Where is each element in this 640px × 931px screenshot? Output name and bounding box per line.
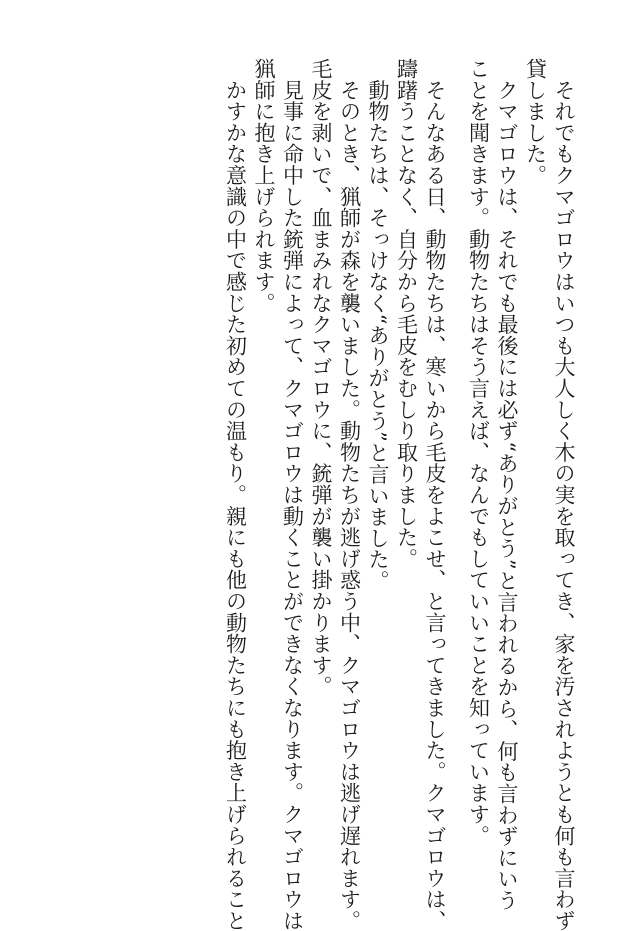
text-line: そんなある日、動物たちは、寒いから毛皮をよこせ、と言ってきました。クマゴロウは、 xyxy=(423,58,447,931)
text-line: クマゴロウは、それでも最後には必ず“ありがとう”と言われるから、何も言わずにいう xyxy=(495,58,519,911)
text-line: それでもクマゴロウはいつも大人しく木の実を取ってき、家を汚されようとも何も言わず xyxy=(552,58,576,931)
text-line: 貸しました。 xyxy=(523,58,548,186)
vertical-text-body xyxy=(221,58,578,931)
text-line: ことを聞きます。動物たちはそう言えば、なんでもしていいことを知っています。 xyxy=(466,58,491,847)
text-line: 動物たちは、そっけなく“ありがとう”と言いました。 xyxy=(366,58,390,592)
text-line: 猟師に抱き上げられます。 xyxy=(252,58,276,314)
text-line: そのとき、猟師が森を襲いました。動物たちが逃げ惑う中、クマゴロウは逃げ遅れます。 xyxy=(337,58,362,931)
text-line: かすかな意識の中で感じた初めての温もり。親にも他の動物たちにも抱き上げられること xyxy=(223,58,248,931)
text-line: 見事に命中した銃弾によって、クマゴロウは動くことができなくなります。クマゴロウは xyxy=(280,58,305,931)
text-line: 毛皮を剥いで、血まみれなクマゴロウに、銃弾が襲い掛かります。 xyxy=(309,58,333,697)
paragraph-gap xyxy=(449,58,464,828)
text-line: 躊躇うことなく、自分から毛皮をむしり取りました。 xyxy=(394,58,419,570)
